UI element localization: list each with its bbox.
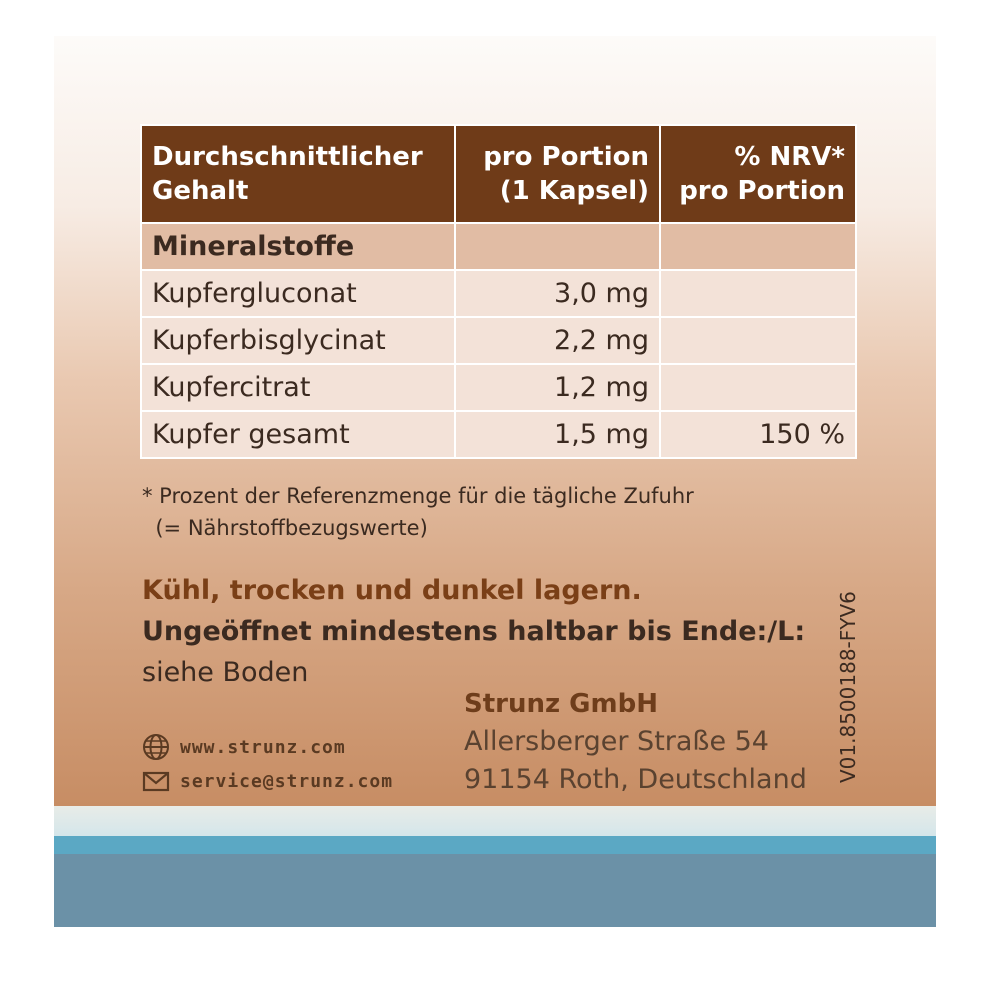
company-address (464, 685, 807, 799)
nutrient-amount: 2,2 mg (455, 317, 660, 364)
nutrient-name: Kupfer gesamt (141, 411, 455, 458)
section-label: Mineralstoffe (141, 223, 455, 270)
storage-line-3: siehe Boden (142, 657, 309, 688)
table-row (141, 364, 856, 411)
section-empty-cell (455, 223, 660, 270)
nutrient-name: Kupfergluconat (141, 270, 455, 317)
footnote-line-2: (= Nährstoffbezugswerte) (142, 516, 428, 540)
footnote-line-1: * Prozent der Referenzmenge für die tägliche Zufuhr (142, 484, 694, 508)
header-content (141, 125, 455, 223)
header-nrv (660, 125, 856, 223)
table-row (141, 270, 856, 317)
table-row (141, 411, 856, 458)
header-nrv-label: % NRV* pro Portion (679, 142, 845, 206)
table-row (141, 317, 856, 364)
company-street: Allersberger Straße 54 (464, 726, 769, 757)
company-name: Strunz GmbH (464, 689, 658, 719)
stripe-blue (54, 854, 936, 927)
nutrient-amount: 1,2 mg (455, 364, 660, 411)
nutrient-amount: 1,5 mg (455, 411, 660, 458)
header-per-portion-label: pro Portion (1 Kapsel) (483, 142, 649, 206)
nutrition-table (140, 124, 857, 459)
storage-line-2: Ungeöffnet mindestens haltbar bis Ende:/L: (142, 616, 806, 647)
email-link[interactable]: service@strunz.com (180, 770, 394, 792)
website-link[interactable]: www.strunz.com (180, 736, 346, 758)
header-content-label: Durchschnittlicher Gehalt (152, 142, 423, 206)
contact-block (142, 730, 393, 798)
nutrient-nrv (660, 364, 856, 411)
stripe-light (54, 806, 936, 836)
nutrient-nrv: 150 % (660, 411, 856, 458)
storage-line-1: Kühl, trocken und dunkel lagern. (142, 575, 642, 606)
table-section-row (141, 223, 856, 270)
nutrient-name: Kupferbisglycinat (141, 317, 455, 364)
contact-email (142, 764, 393, 798)
nutrient-name: Kupfercitrat (141, 364, 455, 411)
footnote (142, 480, 694, 544)
nutrient-nrv (660, 270, 856, 317)
stripe-cyan (54, 836, 936, 854)
nutrient-nrv (660, 317, 856, 364)
header-per-portion (455, 125, 660, 223)
contact-web (142, 730, 393, 764)
batch-code: V01.8500188-FYV6 (836, 591, 860, 783)
storage-instructions (142, 570, 805, 693)
envelope-icon (142, 767, 170, 795)
nutrient-amount: 3,0 mg (455, 270, 660, 317)
table-header-row (141, 125, 856, 223)
section-empty-cell (660, 223, 856, 270)
globe-icon (142, 733, 170, 761)
company-city: 91154 Roth, Deutschland (464, 764, 807, 795)
